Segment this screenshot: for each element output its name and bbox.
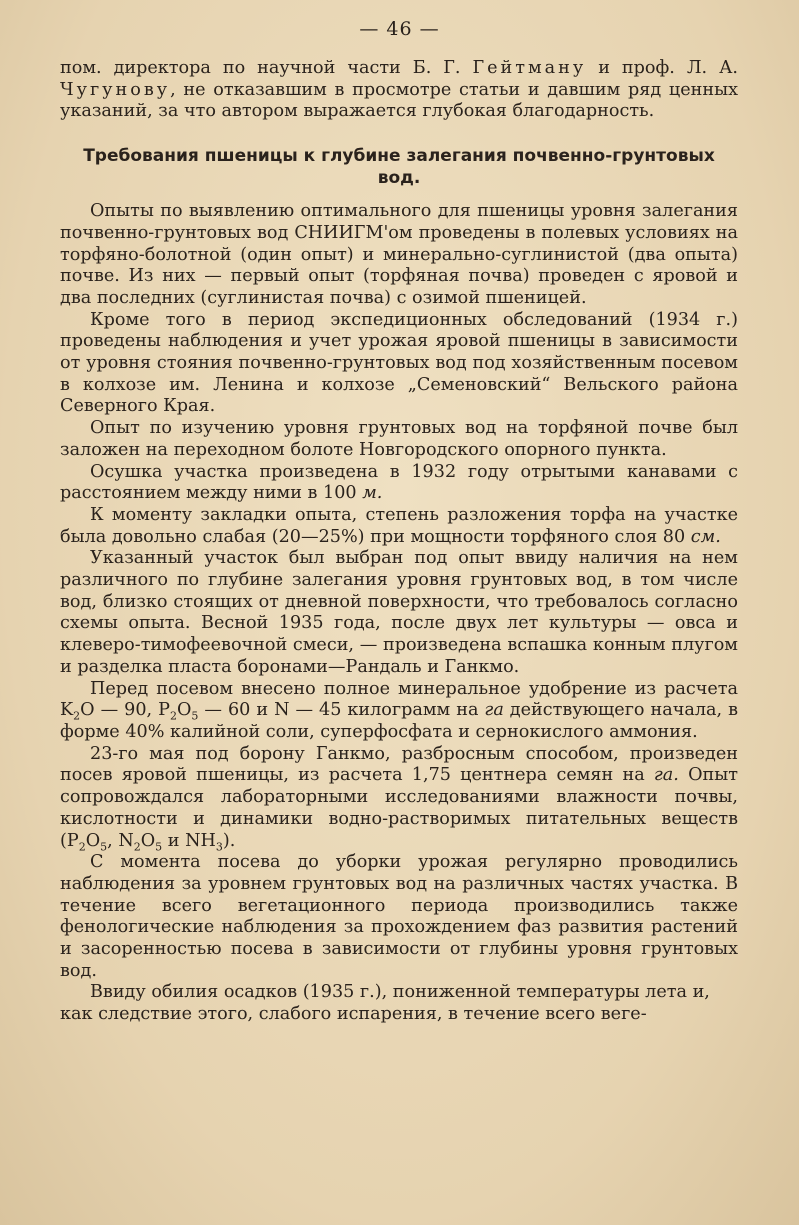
peat-unit: см. (690, 526, 721, 547)
ack-name-1: Гейтману (472, 58, 587, 78)
fert-sub-k: 2 (73, 709, 81, 723)
fert-text-c: O (176, 700, 192, 721)
fert-text-d: — 60 и N — 45 килограмм на (198, 700, 485, 721)
page-body (60, 58, 738, 1026)
paragraph-precipitation: Ввиду обилия осадков (1935 г.), пониженной температуры лета и, как следствие этого, слабого испарения, в течение всего веге- (60, 982, 710, 1025)
sow-text-a: 23-го мая под борону Ганкмо, разбросным способом, произведен посев яровой пшеницы, из расчета 1,75 центнера семян на (60, 743, 738, 786)
sow-sub-3: 2 (133, 840, 141, 854)
peat-text: К моменту закладки опыта, степень разложения торфа на участке была довольно слабая (20—25%) при мощности торфяного слоя 80 (60, 504, 738, 547)
section-title: Требования пшеницы к глубине залегания почвенно-грунтовых вод. (83, 146, 715, 189)
fert-sub-p: 2 (169, 709, 177, 723)
paragraph-experiments: Опыты по выявлению оптимального для пшеницы уровня залегания почвенно-грунтовых вод СНИИГМ'ом проведены в полевых условиях на торфяно-болотной (один опыт) и минерально-суглинистой (два опыта) почве. Из них — первый опыт (торфяная почва) проведен с яровой и два последних (суглинистая почва) с озимой пшеницей. (60, 201, 738, 308)
sow-sub-1: 2 (78, 840, 86, 854)
page-number: — 46 — (359, 18, 440, 40)
paragraph-observations: С момента посева до уборки урожая регулярно проводились наблюдения за уровнем грунтовых вод на различных частях участка. В течение всего вегетационного периода производились также фенологические наблюдения за прохождением фаз развития растений и засоренностью посева в зависимости от глубины уровня грунтовых вод. (60, 852, 738, 981)
sow-sub-5: 3 (215, 840, 223, 854)
sow-unit: га. (653, 765, 679, 786)
fert-text-a: Перед посевом внесено полное минеральное удобрение из расчета K (60, 678, 738, 721)
acknowledgment-paragraph (60, 58, 738, 123)
fert-text-b: O — 90, P (80, 700, 170, 721)
ack-name-2: Чугунову (60, 79, 171, 100)
sow-text-d: , N (107, 830, 134, 851)
drainage-unit: м. (362, 483, 383, 504)
paragraph-sowing (60, 744, 738, 853)
sow-text-g: ). (222, 830, 236, 851)
sow-text-f: и NH (162, 830, 216, 851)
fert-unit: га (484, 700, 504, 721)
ack-text-3: , не отказавшим в просмотре статьи и давшим ряд ценных указаний, за что автором выражается глубокая благодарность. (60, 79, 738, 122)
fert-sub-o: 5 (191, 709, 199, 723)
drainage-text: Осушка участка произведена в 1932 году отрытыми канавами с расстоянием между ними в 100 (60, 461, 738, 504)
ack-text-1: пом. директора по научной части Б. Г. (60, 58, 473, 78)
sow-sub-2: 5 (100, 840, 108, 854)
sow-text-e: O (140, 830, 156, 851)
sow-text-c: O (85, 830, 101, 851)
sow-text-b: Опыт сопровождался лабораторными исследованиями влажности почвы, кислотности и динамики водно-растворимых питательных веществ (P (60, 765, 738, 851)
ack-text-2: и проф. Л. А. (586, 58, 738, 78)
paragraph-site-selection: Указанный участок был выбран под опыт ввиду наличия на нем различного по глубине залегания уровня грунтовых вод, в том числе вод, близко стоящих от дневной поверхности, что требовалось согласно схемы опыта. Весной 1935 года, после двух лет культуры — овса и клеверо-тимофеевочной смеси, — произведена вспашка конным плугом и разделка пласта боронами—Рандаль и Ганкмо. (60, 548, 738, 677)
paragraph-expedition: Кроме того в период экспедиционных обследований (1934 г.) проведены наблюдения и учет урожая яровой пшеницы в зависимости от уровня стояния почвенно-грунтовых вод под хозяйственным посевом в колхозе им. Ленина и колхозе „Семеновский“ Вельского района Северного Края. (60, 309, 738, 417)
paragraph-fertilizer (60, 679, 738, 744)
paragraph-drainage (60, 462, 738, 505)
paragraph-peat-experiment: Опыт по изучению уровня грунтовых вод на торфяной почве был заложен на переходном болоте Новгородского опорного пункта. (60, 418, 738, 460)
sow-sub-4: 5 (155, 840, 163, 854)
fert-text-e: действующего начала, в форме 40% калийной соли, суперфосфата и сернокислого аммония. (60, 700, 738, 742)
paragraph-peat-decomposition (60, 505, 738, 548)
